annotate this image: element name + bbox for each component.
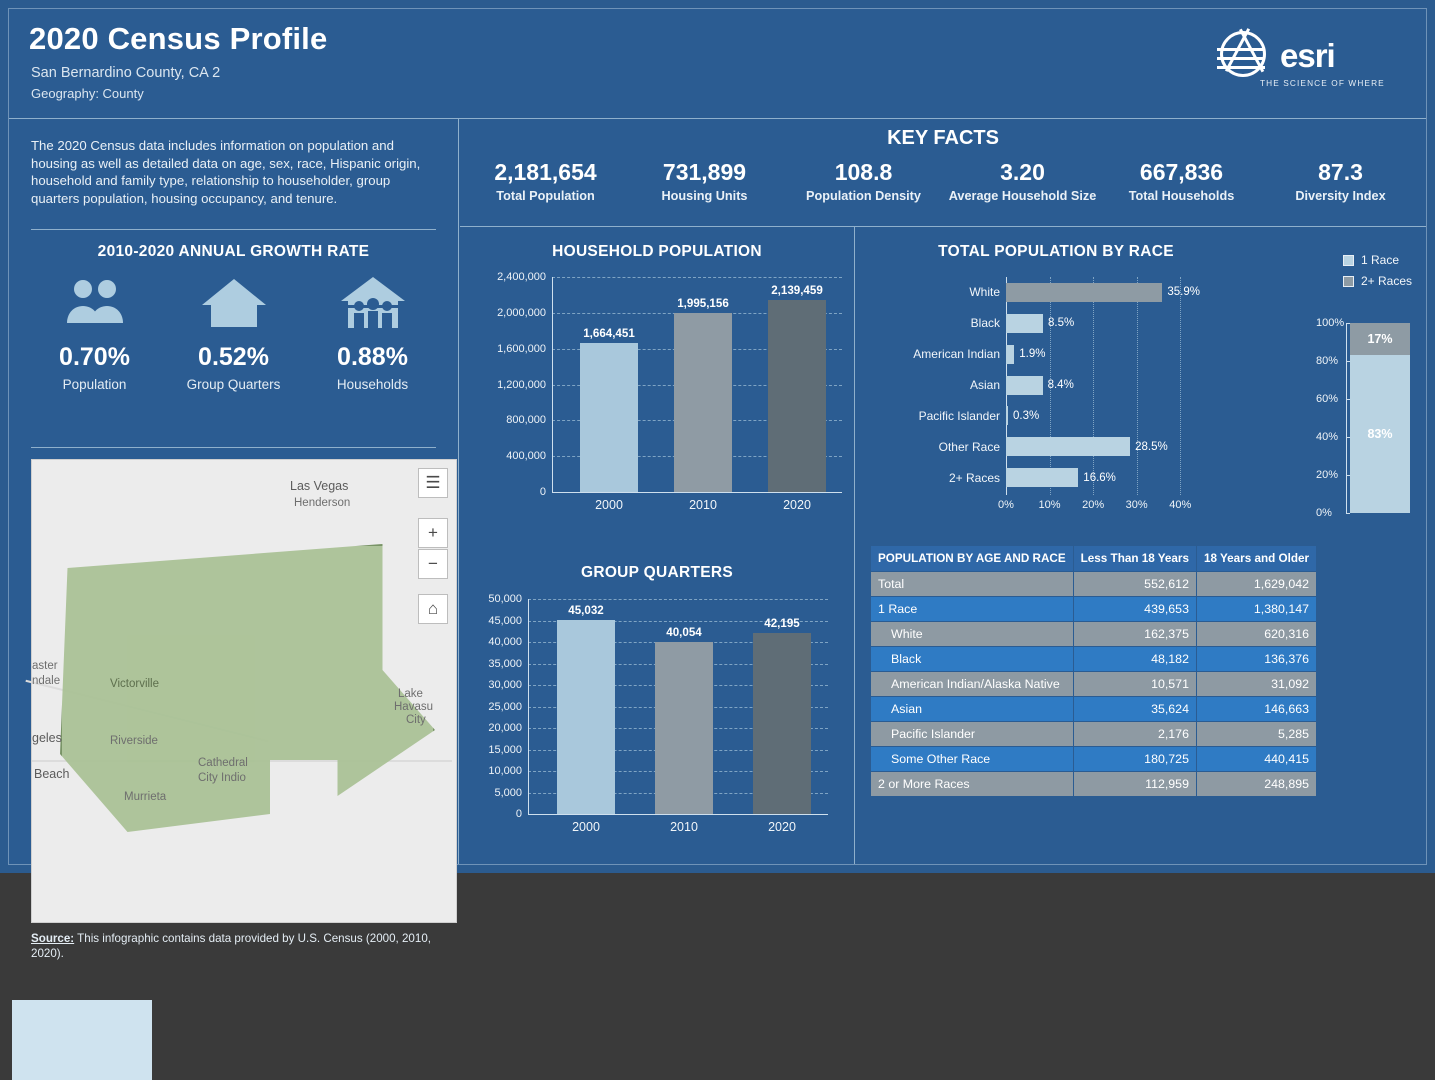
table-cell-18plus: 146,663 [1196,697,1316,722]
bar [580,343,638,492]
table-col-18plus: 18 Years and Older [1196,546,1316,572]
growth-value: 0.52% [198,343,269,371]
stack-segment-1-race: 83% [1350,355,1410,513]
table-cell-label: Total [871,572,1074,597]
map-label: Henderson [294,497,351,509]
bar [1006,437,1130,456]
table-cell-label: Some Other Race [871,747,1074,772]
growth-section-title: 2010-2020 ANNUAL GROWTH RATE [97,243,370,260]
x-axis-tick-label: 30% [1125,499,1148,511]
table-cell-under18: 439,653 [1073,597,1196,622]
divider [31,447,436,448]
table-cell-18plus: 1,380,147 [1196,597,1316,622]
key-fact-value: 731,899 [662,159,747,185]
y-axis-line [528,599,529,814]
race-category-label: American Indian [913,347,1000,362]
bar-value-label: 1,664,451 [583,326,635,340]
y-axis-tick-label: 20,000 [488,722,522,734]
table-cell-label: Asian [871,697,1074,722]
map-label: aster [32,660,58,672]
people-icon [25,275,164,331]
table-row [871,697,1317,722]
key-fact-label: Average Household Size [948,189,1097,203]
table-cell-18plus: 1,629,042 [1196,572,1316,597]
legend-item-1-race [1343,253,1412,267]
race-category-label: Pacific Islander [918,408,1000,423]
table-row [871,572,1317,597]
key-fact-label: Diversity Index [1295,189,1386,203]
bar [1006,468,1078,487]
table-cell-18plus: 248,895 [1196,772,1316,797]
key-facts-row [466,159,1420,223]
table-row [871,647,1317,672]
map-label: Cathedral [198,757,248,769]
gridline [1180,277,1181,495]
growth-label: Population [62,377,127,392]
table-row [871,597,1317,622]
map-label: Victorville [110,678,159,690]
y-axis-tick-label: 30,000 [488,679,522,691]
table-row [871,622,1317,647]
key-facts-title: KEY FACTS [887,127,999,149]
legend-swatch [1343,276,1354,287]
bar [753,633,811,814]
map-label: City Indio [198,772,246,784]
bar [1006,283,1162,302]
map-label: City [406,714,426,726]
table-cell-under18: 35,624 [1073,697,1196,722]
table-cell-under18: 552,612 [1073,572,1196,597]
y-axis-tick-label: 40% [1316,431,1339,443]
race-stacked-chart [1316,317,1412,519]
stack-segment-2plus-races: 17% [1350,323,1410,355]
x-axis-tick-label: 2020 [783,498,811,512]
key-fact-label: Population Density [806,189,921,203]
key-fact-label: Housing Units [661,189,748,203]
gridline [1093,277,1094,495]
logo-wordmark: esri [1280,37,1335,74]
x-axis-tick-label: 40% [1169,499,1192,511]
household-population-chart [497,271,842,512]
map-water [12,1000,152,1080]
key-fact-value: 3.20 [1000,159,1045,185]
key-fact-diversity-index [1261,159,1420,223]
growth-item-group-quarters [164,275,303,415]
growth-item-population [25,275,164,415]
map-label: ndale [32,675,61,687]
bar-value-label: 16.6% [1083,471,1116,484]
map-label: Beach [34,767,70,781]
y-axis-tick-label: 800,000 [506,414,546,427]
legend-item-2plus-races [1343,274,1412,288]
y-axis-tick-label: 2,400,000 [497,271,546,283]
table-cell-label: 2 or More Races [871,772,1074,797]
tick-mark [1346,513,1350,514]
table-cell-under18: 10,571 [1073,672,1196,697]
growth-label: Households [336,377,409,392]
y-axis-tick-label: 1,600,000 [497,342,546,355]
y-axis-tick-label: 15,000 [488,743,522,756]
table-cell-label: Pacific Islander [871,722,1074,747]
gridline [528,814,828,815]
bar-value-label: 8.5% [1048,317,1075,330]
x-axis-tick-label: 2010 [670,820,698,834]
population-by-age-and-race-table [870,545,1317,797]
infographic-frame [8,8,1427,960]
bar-value-label: 42,195 [764,616,800,630]
x-axis-tick-label: 0% [998,499,1014,511]
map-label: Las Vegas [290,479,349,493]
table-cell-18plus: 620,316 [1196,622,1316,647]
key-fact-value: 108.8 [834,159,893,185]
key-fact-population-density [784,159,943,223]
key-fact-average-household-size [943,159,1102,223]
y-axis-tick-label: 0% [1316,507,1332,519]
bar-value-label: 8.4% [1047,379,1074,391]
logo-tagline: THE SCIENCE OF WHERE [1260,78,1385,88]
gridline [1137,277,1138,495]
table-cell-label: Black [871,647,1074,672]
y-axis-tick-label: 40,000 [488,636,522,648]
y-axis-tick-label: 35,000 [488,657,522,670]
key-fact-label: Total Households [1128,189,1235,203]
legend-label: 2+ Races [1360,274,1412,288]
y-axis-line [552,277,553,492]
bar-value-label: 0.3% [1013,409,1040,422]
key-fact-housing-units [625,159,784,223]
county-boundary [60,544,435,844]
table-cell-18plus: 136,376 [1196,647,1316,672]
key-fact-value: 2,181,654 [494,159,597,185]
key-fact-label: Total Population [496,189,595,203]
table-row [871,747,1317,772]
page-title: 2020 Census Profile [29,21,328,56]
source-label: Source: [31,932,75,945]
y-axis-tick-label: 50,000 [488,593,522,605]
growth-value: 0.70% [59,343,130,371]
left-column [9,119,459,960]
source-text: This infographic contains data provided by U.S. Census (2000, 2010, 2020). [31,932,432,960]
table-cell-label: American Indian/Alaska Native [871,672,1074,697]
growth-item-households [303,275,442,415]
map-label: Riverside [110,735,158,747]
y-axis-tick-label: 2,000,000 [497,306,546,319]
table-cell-under18: 2,176 [1073,722,1196,747]
map-label: geles [32,731,62,745]
group-quarters-chart [488,593,828,834]
gridline [528,599,828,600]
home-icon[interactable]: ⌂ [418,594,448,624]
y-axis-tick-label: 0 [539,486,546,498]
y-axis-tick-label: 10,000 [488,765,522,777]
key-fact-value: 667,836 [1139,159,1224,185]
key-facts-section [460,119,1426,227]
key-fact-total-population [466,159,625,223]
race-category-label: 2+ Races [948,470,1000,485]
bar [655,642,713,814]
middle-column [460,227,855,864]
geography-label: Geography: County [31,86,144,101]
x-axis-tick-label: 2010 [689,498,717,512]
bar [1006,376,1043,395]
race-category-label: White [969,285,1000,300]
bar [1006,345,1014,364]
table-cell-under18: 112,959 [1073,772,1196,797]
bar [557,620,615,814]
bar-value-label: 1,995,156 [677,297,729,311]
table-cell-18plus: 440,415 [1196,747,1316,772]
bar-value-label: 35.9% [1167,286,1200,299]
table-col-under18: Less Than 18 Years [1073,546,1196,572]
right-column [856,227,1426,864]
bar-value-label: 2,139,459 [771,284,823,298]
map-label: Havasu [394,701,433,713]
y-axis-tick-label: 60% [1316,393,1339,405]
y-axis-tick-label: 1,200,000 [497,378,546,391]
bar [1006,314,1043,333]
globe-icon [1220,31,1266,77]
y-axis-tick-label: 25,000 [488,700,522,713]
key-fact-total-households [1102,159,1261,223]
key-fact-value: 87.3 [1318,159,1363,185]
table-body [871,572,1317,797]
map-label: Lake [398,688,423,700]
x-axis-tick-label: 20% [1082,499,1105,511]
gridline [552,277,842,278]
y-axis-tick-label: 0 [515,808,522,820]
x-axis-tick-label: 10% [1038,499,1061,511]
group-quarters-title: GROUP QUARTERS [580,564,734,581]
y-axis-tick-label: 5,000 [494,786,522,799]
x-axis-tick-label: 2000 [572,820,600,834]
y-axis-tick-label: 400,000 [506,450,546,463]
population-by-race-chart [870,277,1260,517]
growth-value: 0.88% [337,343,408,371]
x-axis-tick-label: 2000 [595,498,623,512]
page-subtitle: San Bernardino County, CA 2 [31,65,221,81]
growth-label: Group Quarters [186,377,281,392]
bar-value-label: 28.5% [1135,440,1168,453]
race-category-label: Other Race [938,439,1000,454]
table-cell-18plus: 5,285 [1196,722,1316,747]
bar [674,313,732,492]
y-axis-tick-label: 20% [1316,469,1339,481]
x-axis-tick-label: 2020 [768,820,796,834]
source-note [31,931,441,961]
table-row [871,772,1317,797]
legend-swatch [1343,255,1354,266]
divider [31,229,436,230]
map-label: Murrieta [124,791,167,803]
table-cell-label: 1 Race [871,597,1074,622]
table-cell-label: White [871,622,1074,647]
table-col-title: POPULATION BY AGE AND RACE [871,546,1074,572]
table-cell-18plus: 31,092 [1196,672,1316,697]
table-cell-under18: 48,182 [1073,647,1196,672]
household-population-title: HOUSEHOLD POPULATION [552,243,762,260]
race-chart-title: TOTAL POPULATION BY RACE [938,243,1174,260]
bar [1006,406,1008,425]
bar-value-label: 45,032 [568,604,604,618]
home-icon [164,275,303,331]
table-cell-under18: 162,375 [1073,622,1196,647]
y-axis-line [1346,323,1347,513]
household-icon [303,275,442,331]
table-row [871,722,1317,747]
bar-value-label: 1.9% [1019,348,1046,361]
header [9,9,1426,119]
race-category-label: Black [970,316,1000,331]
table-row [871,672,1317,697]
table-cell-under18: 180,725 [1073,747,1196,772]
county-map[interactable] [31,459,457,923]
intro-paragraph: The 2020 Census data includes information on population and housing as well as detailed data on age, sex, race, Hispanic origin, household and family type, relationship to householder, group quarters population, housing occupancy, and tenure. [31,138,421,206]
y-axis-tick-label: 100% [1316,317,1345,329]
esri-logo [1214,31,1404,93]
y-axis-tick-label: 45,000 [488,614,522,627]
table-header-row [871,546,1317,572]
legend-label: 1 Race [1360,253,1399,267]
legend-icon[interactable]: ☰ [418,468,448,498]
gridline [552,492,842,493]
race-category-label: Asian [969,378,1000,392]
bar-value-label: 40,054 [666,625,702,639]
zoom-out-icon[interactable]: − [418,549,448,579]
bar [768,300,826,492]
growth-metrics [25,275,442,415]
race-legend [1343,253,1412,295]
y-axis-tick-label: 80% [1316,355,1339,367]
zoom-in-icon[interactable]: + [418,518,448,548]
